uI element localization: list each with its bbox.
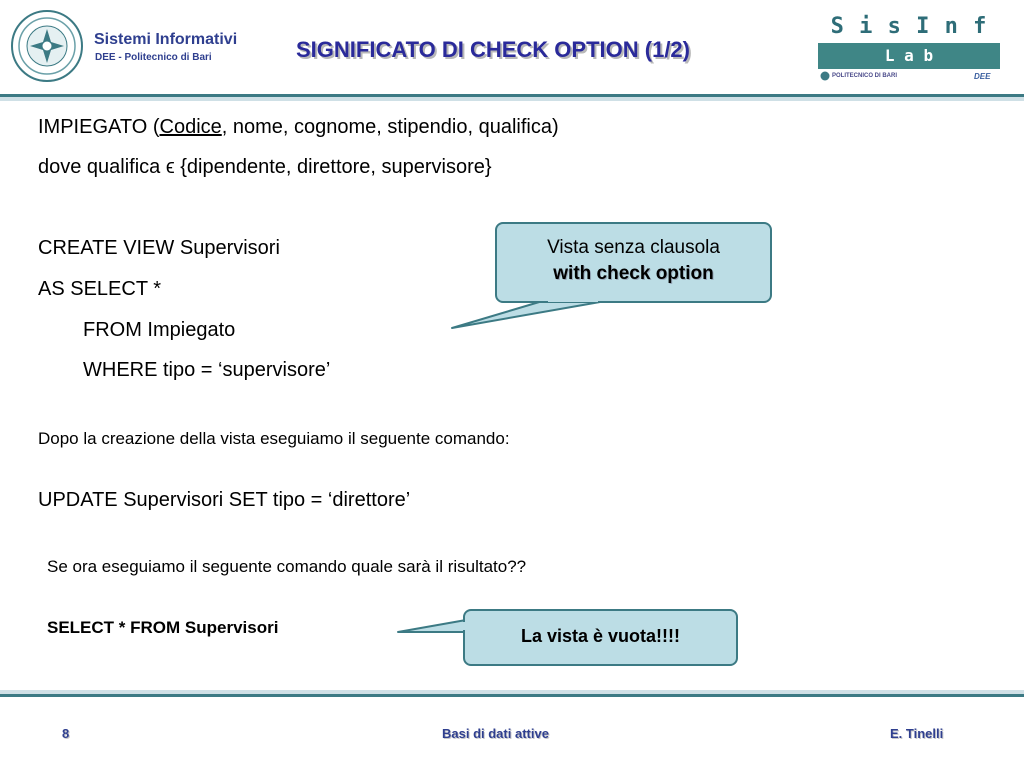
question-text: Se ora eseguiamo il seguente comando quale sarà il risultato?? — [47, 557, 527, 576]
domain-line: dove qualifica ϵ {dipendente, direttore, supervisore} — [38, 156, 492, 178]
sql-from-line: FROM Impiegato — [83, 319, 236, 341]
slide-title: SIGNIFICATO DI CHECK OPTION (1/2) — [296, 37, 690, 62]
footer-divider — [0, 694, 1024, 697]
author-name: E. Tinelli — [890, 726, 944, 741]
schema-key: Codice — [159, 116, 222, 138]
sql-create-line: CREATE VIEW Supervisori — [38, 237, 280, 259]
page-number: 8 — [62, 726, 70, 741]
brand-name: Sistemi Informativi — [94, 31, 238, 48]
brand-subtitle: DEE - Politecnico di Bari — [95, 52, 212, 63]
result-callout-joint — [462, 622, 468, 630]
sql-select-line: SELECT * FROM Supervisori — [47, 618, 279, 637]
schema-prefix: IMPIEGATO ( — [38, 116, 160, 138]
view-callout-line2: with check option — [553, 263, 714, 284]
note-after-text: Dopo la creazione della vista eseguiamo il seguente comando: — [38, 429, 510, 448]
sql-where-line: WHERE tipo = ‘supervisore’ — [83, 359, 331, 381]
result-callout-pointer — [398, 620, 466, 632]
view-callout-pointer — [452, 300, 600, 328]
result-callout — [463, 609, 738, 666]
view-callout-joint — [548, 296, 598, 302]
politecnico-seal-logo — [10, 9, 84, 83]
lab-logo-bottom-text: L a b — [818, 43, 1000, 69]
sisinf-lab-logo — [818, 14, 1000, 84]
schema-rest: , nome, cognome, stipendio, qualifica) — [221, 116, 559, 138]
sql-as-line: AS SELECT * — [38, 278, 162, 300]
lab-logo-poliba-text: POLITECNICO DI BARI — [832, 73, 898, 79]
poliba-mini-seal-icon — [820, 71, 830, 81]
course-name: Basi di dati attive — [442, 726, 549, 741]
view-callout-line1: Vista senza clausola — [547, 237, 720, 258]
lab-logo-top-text: S i s I n f — [830, 14, 988, 39]
sql-update-line: UPDATE Supervisori SET tipo = ‘direttore’ — [38, 489, 411, 511]
result-callout-text: La vista è vuota!!!! — [520, 626, 681, 646]
lab-logo-dee-text: DEE — [974, 72, 991, 81]
schema-line — [38, 116, 559, 139]
header-divider-light — [0, 97, 1024, 101]
view-callout — [495, 222, 772, 303]
